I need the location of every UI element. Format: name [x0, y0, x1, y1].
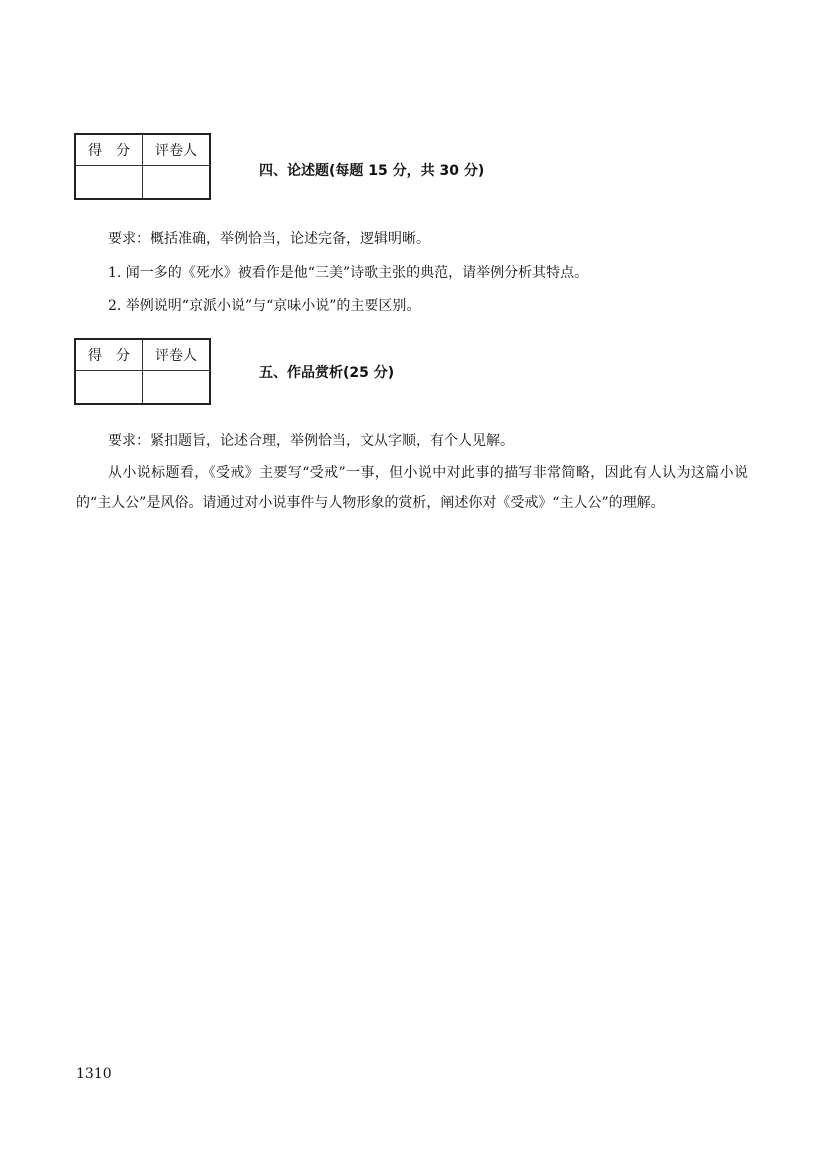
grader-cell[interactable] — [143, 371, 211, 405]
page-number: 1310 — [76, 1066, 112, 1082]
section-4-requirement: 要求：概括准确，举例恰当，论述完备，逻辑明晰。 — [108, 231, 430, 247]
section-5-title: 五、作品赏析(25 分) — [259, 365, 395, 381]
score-cell[interactable] — [75, 371, 143, 405]
grader-cell[interactable] — [143, 166, 211, 200]
section-4-title: 四、论述题(每题 15 分，共 30 分) — [259, 163, 485, 179]
score-cell[interactable] — [75, 166, 143, 200]
section-5-question-body: 从小说标题看，《受戒》主要写“受戒”一事，但小说中对此事的描写非常简略，因此有人认为这篇小说的“主人公”是风俗。请通过对小说事件与人物形象的赏析，阐述你对《受戒》“主人公”的理解。 — [76, 465, 748, 511]
score-label: 得 分 — [75, 134, 143, 166]
grader-label: 评卷人 — [143, 134, 211, 166]
score-table-section-5 — [74, 338, 211, 405]
question-1: 1. 闻一多的《死水》被看作是他“三美”诗歌主张的典范，请举例分析其特点。 — [108, 265, 589, 281]
score-label: 得 分 — [75, 339, 143, 371]
score-table-section-4 — [74, 133, 211, 200]
grader-label: 评卷人 — [143, 339, 211, 371]
section-5-requirement: 要求：紧扣题旨，论述合理，举例恰当，文从字顺，有个人见解。 — [108, 433, 514, 449]
question-2: 2. 举例说明“京派小说”与“京味小说”的主要区别。 — [108, 298, 421, 314]
